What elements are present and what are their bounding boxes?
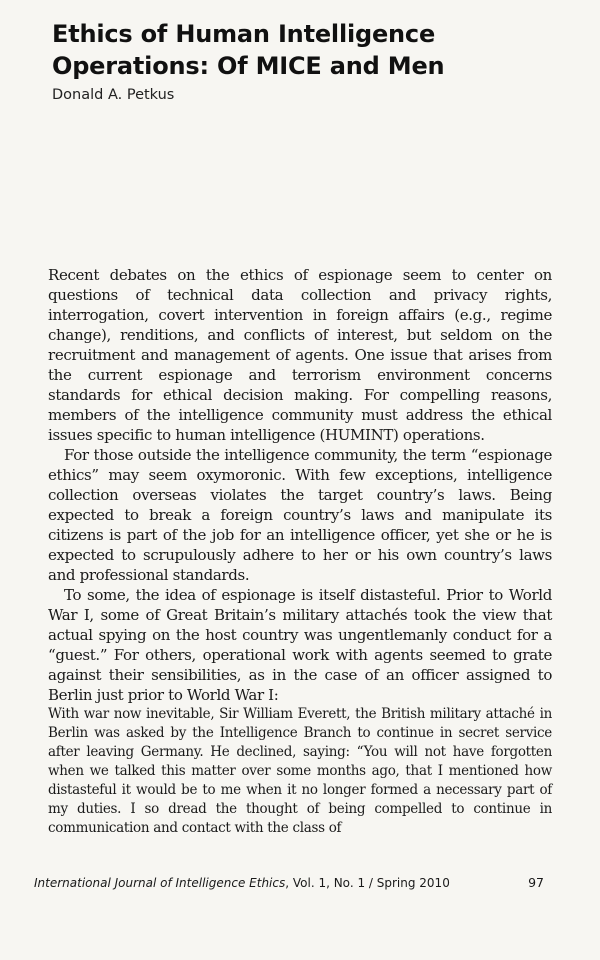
body-paragraph-2: For those outside the intelligence community, the term “espionage ethics” may seem oxymoronic. With few exceptions, intelligence collection overseas violates the target country’s laws. Being expected to break a foreign country’s laws and manipulate its citizens is part of the job for an intelligence officer, yet she or he is expected to scrupulously adhere to her or his own country’s laws and professional standards. — [48, 446, 552, 584]
author-name: Donald A. Petkus — [52, 87, 175, 103]
page-number: 97 — [528, 875, 544, 890]
footer-issue-info: , Vol. 1, No. 1 / Spring 2010 — [285, 876, 450, 890]
footer-journal-name: International Journal of Intelligence Ethics — [34, 876, 286, 890]
body-paragraph-3: To some, the idea of espionage is itself distasteful. Prior to World War I, some of Great Britain’s military attachés took the view that actual spying on the host country was ungentlemanly conduct for a “guest.” For others, operational work with agents seemed to grate against their sensibilities, as in the case of an officer assigned to Berlin just prior to World War I: — [48, 586, 552, 704]
article-title-line-2: Operations: Of MICE and Men — [52, 52, 445, 80]
footer-citation — [34, 876, 450, 890]
page-footer — [34, 875, 544, 890]
article-title-line-1: Ethics of Human Intelligence — [52, 20, 436, 48]
body-paragraph-1: Recent debates on the ethics of espionage seem to center on questions of technical data collection and privacy rights, interrogation, covert intervention in foreign affairs (e.g., regime change), renditions, and conflicts of interest, but seldom on the recruitment and management of agents. One issue that arises from the current espionage and terrorism environment concerns standards for ethical decision making. For compelling reasons, members of the intelligence community must address the ethical issues specific to human intelligence (HUMINT) operations. — [48, 266, 552, 444]
article-title — [52, 18, 552, 82]
block-quote: With war now inevitable, Sir William Everett, the British military attaché in Berlin was asked by the Intelligence Branch to continue in secret service after leaving Germany. He declined, saying: “You will not have forgotten when we talked this matter over some months ago, that I mentioned how distasteful it would be to me when it no longer formed a necessary part of my duties. I so dread the thought of being compelled to continue in communication and contact with the class of — [48, 706, 552, 836]
article-body — [48, 265, 552, 838]
